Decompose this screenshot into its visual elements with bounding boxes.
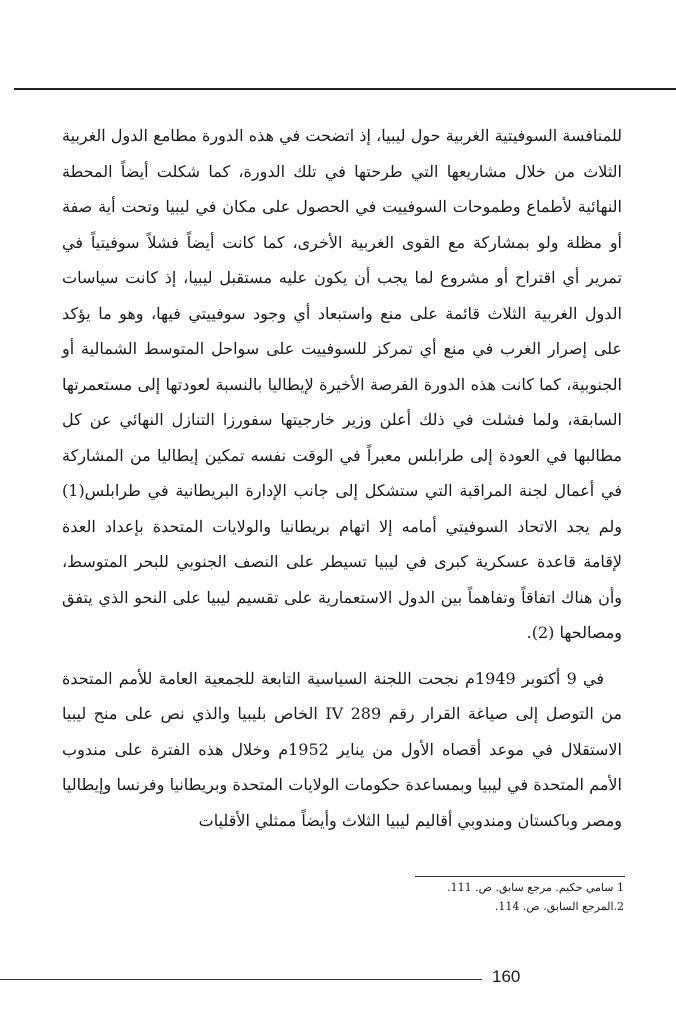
body-text	[62, 118, 622, 838]
footnote-2: 2.المرجع السابق. ص. 114.	[494, 900, 624, 913]
header-rule	[14, 88, 676, 90]
footnote-1: 1 سامي حكيم. مرجع سابق. ص. 111.	[447, 881, 624, 894]
page-number: 160	[492, 967, 521, 986]
footnote-rule	[415, 876, 625, 877]
paragraph-2: في 9 أكتوبر 1949م نجحت اللجنة السياسية التابعة للجمعية العامة للأمم المتحدة من التوصل إلى صياغة القرار رقم 289 IV الخاص بليبيا والذي نص على منح ليبيا الاستقلال في موعد أقصاه الأول من يناير 1952م وخلال هذه الفترة على مندوب الأمم المتحدة في ليبيا وبمساعدة حكومات الولايات المتحدة وبريطانيا وفرنسا وإيطاليا ومصر وباكستان ومندوبي أقاليم ليبيا الثلاث وأيضاً ممثلي الأقليات	[62, 668, 623, 830]
footnotes	[360, 878, 624, 916]
footer-rule	[0, 979, 482, 980]
paragraph-1: للمنافسة السوفيتية الغربية حول ليبيا، إذ اتضحت في هذه الدورة مطامع الدول الغربية الثلاث من خلال مشاريعها التي طرحتها في تلك الدورة، كما شكلت أيضاً المحطة النهائية لأطماع وطموحات السوفييت في الحصول على مكان في ليبيا وتحت أية صفة أو مظلة ولو بمشاركة مع القوى الغربية الأخرى، كما كانت أيضاً فشلاً سوفيتياً في تمرير أي اقتراح أو مشروع لما يجب أن يكون عليه مستقبل ليبيا، إذ كانت سياسات الدول الغربية الثلاث قائمة على منع واستبعاد أي وجود سوفييتي فيها، وهو ما يؤكد على إصرار الغرب في منع أي تمركز للسوفييت على سواحل المتوسط الشمالية أو الجنوبية، كما كانت هذه الدورة الفرصة الأخيرة لإيطاليا بالنسبة لعودتها إلى مستعمرتها السابقة، ولما فشلت في ذلك أعلن وزير خارجيتها سفورزا التنازل النهائي عن كل مطالبها في العودة إلى طرابلس معبراً في الوقت نفسه تمكين إيطاليا من المشاركة في أعمال لجنة المراقبة التي ستشكل إلى جانب الإدارة البريطانية في طرابلس(1) ولم يجد الاتحاد السوفيتي أمامه إلا اتهام بريطانيا والولايات المتحدة بإعداد العدة لإقامة قاعدة عسكرية كبرى في ليبيا تسيطر على النصف الجنوبي للبحر المتوسط، وأن هناك اتفاقاً وتفاهماً بين الدول الاستعمارية على تقسيم ليبيا على النحو الذي يتفق ومصالحها (2).	[62, 126, 622, 642]
